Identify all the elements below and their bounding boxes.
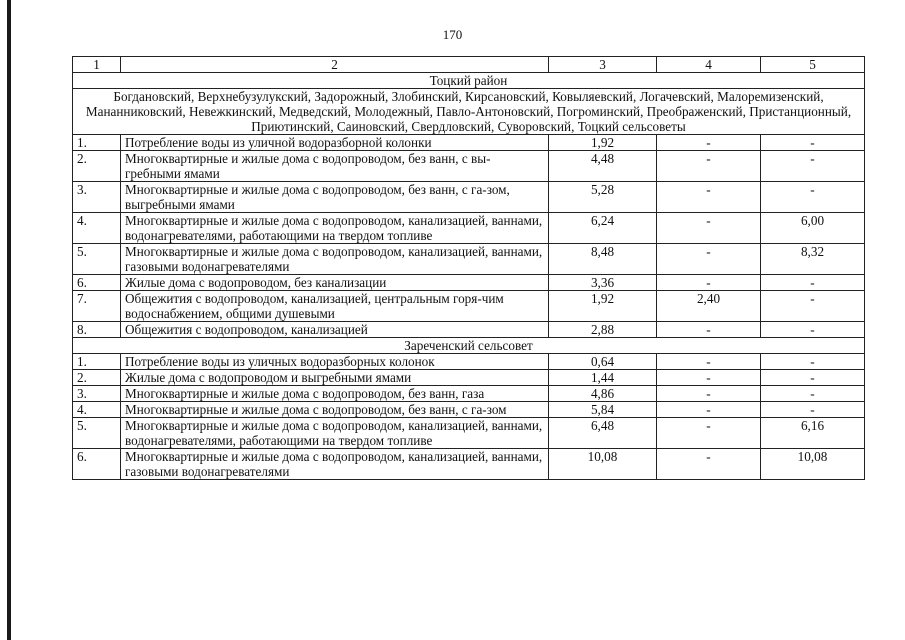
value-col-4: - xyxy=(657,386,761,402)
row-description: Жилые дома с водопроводом и выгребными ямами xyxy=(121,370,549,386)
row-description: Многоквартирные и жилые дома с водопроводом, канализацией, ваннами, газовыми водонагревателями xyxy=(121,244,549,275)
table-row xyxy=(73,354,865,370)
value-col-5: 10,08 xyxy=(761,449,865,480)
value-col-5: - xyxy=(761,291,865,322)
table-row xyxy=(73,370,865,386)
column-header-5: 5 xyxy=(761,57,865,73)
table-row xyxy=(73,135,865,151)
section-subtitle-row xyxy=(73,89,865,135)
row-number: 3. xyxy=(73,182,121,213)
value-col-3: 3,36 xyxy=(549,275,657,291)
row-description: Потребление воды из уличных водоразборных колонок xyxy=(121,354,549,370)
table-row xyxy=(73,418,865,449)
row-description: Многоквартирные и жилые дома с водопроводом, канализацией, ваннами, газовыми водонагревателями xyxy=(121,449,549,480)
table-row xyxy=(73,402,865,418)
value-col-4: - xyxy=(657,354,761,370)
column-header-4: 4 xyxy=(657,57,761,73)
row-number: 1. xyxy=(73,135,121,151)
row-number: 4. xyxy=(73,402,121,418)
row-description: Жилые дома с водопроводом, без канализации xyxy=(121,275,549,291)
value-col-3: 4,86 xyxy=(549,386,657,402)
value-col-5: 6,00 xyxy=(761,213,865,244)
row-number: 6. xyxy=(73,449,121,480)
value-col-5: - xyxy=(761,135,865,151)
value-col-3: 1,92 xyxy=(549,291,657,322)
value-col-4: - xyxy=(657,151,761,182)
table-row xyxy=(73,449,865,480)
value-col-5: - xyxy=(761,402,865,418)
value-col-5: - xyxy=(761,182,865,213)
value-col-5: - xyxy=(761,275,865,291)
row-number: 1. xyxy=(73,354,121,370)
row-number: 4. xyxy=(73,213,121,244)
column-number-row xyxy=(73,57,865,73)
value-col-3: 1,92 xyxy=(549,135,657,151)
value-col-4: - xyxy=(657,244,761,275)
value-col-3: 10,08 xyxy=(549,449,657,480)
row-description: Многоквартирные и жилые дома с водопроводом, без ванн, с га-зом, выгребными ямами xyxy=(121,182,549,213)
value-col-3: 1,44 xyxy=(549,370,657,386)
row-number: 5. xyxy=(73,244,121,275)
row-description: Общежития с водопроводом, канализацией xyxy=(121,322,549,338)
row-number: 6. xyxy=(73,275,121,291)
row-number: 2. xyxy=(73,151,121,182)
value-col-4: - xyxy=(657,182,761,213)
value-col-4: - xyxy=(657,449,761,480)
value-col-3: 5,84 xyxy=(549,402,657,418)
row-number: 3. xyxy=(73,386,121,402)
value-col-5: - xyxy=(761,354,865,370)
table-row xyxy=(73,322,865,338)
value-col-4: - xyxy=(657,322,761,338)
value-col-5: - xyxy=(761,322,865,338)
column-header-2: 2 xyxy=(121,57,549,73)
value-col-4: - xyxy=(657,418,761,449)
value-col-3: 0,64 xyxy=(549,354,657,370)
table-row xyxy=(73,151,865,182)
row-number: 2. xyxy=(73,370,121,386)
value-col-4: - xyxy=(657,135,761,151)
value-col-3: 5,28 xyxy=(549,182,657,213)
row-description: Потребление воды из уличной водоразборной колонки xyxy=(121,135,549,151)
row-description: Многоквартирные и жилые дома с водопроводом, канализацией, ваннами, водонагревателями, работающими на твердом топливе xyxy=(121,418,549,449)
scan-edge-bar xyxy=(7,0,11,640)
column-header-1: 1 xyxy=(73,57,121,73)
value-col-5: 6,16 xyxy=(761,418,865,449)
section-title: Зареченский сельсовет xyxy=(73,338,865,354)
section-title-row xyxy=(73,338,865,354)
row-number: 7. xyxy=(73,291,121,322)
page-number: 170 xyxy=(442,27,463,42)
table-row xyxy=(73,213,865,244)
value-col-5: 8,32 xyxy=(761,244,865,275)
water-consumption-table xyxy=(72,56,865,480)
row-description: Многоквартирные и жилые дома с водопроводом, без ванн, газа xyxy=(121,386,549,402)
row-description: Многоквартирные и жилые дома с водопроводом, без ванн, с вы-гребными ямами xyxy=(121,151,549,182)
section-title: Тоцкий район xyxy=(73,73,865,89)
column-header-3: 3 xyxy=(549,57,657,73)
value-col-3: 6,48 xyxy=(549,418,657,449)
value-col-3: 4,48 xyxy=(549,151,657,182)
value-col-5: - xyxy=(761,151,865,182)
value-col-5: - xyxy=(761,386,865,402)
row-number: 8. xyxy=(73,322,121,338)
value-col-4: 2,40 xyxy=(657,291,761,322)
value-col-4: - xyxy=(657,213,761,244)
value-col-4: - xyxy=(657,370,761,386)
table-row xyxy=(73,182,865,213)
value-col-4: - xyxy=(657,402,761,418)
table-row xyxy=(73,275,865,291)
value-col-4: - xyxy=(657,275,761,291)
table-row xyxy=(73,291,865,322)
value-col-3: 6,24 xyxy=(549,213,657,244)
row-description: Многоквартирные и жилые дома с водопроводом, канализацией, ваннами, водонагревателями, работающими на твердом топливе xyxy=(121,213,549,244)
value-col-3: 8,48 xyxy=(549,244,657,275)
section-villages-list: Богдановский, Верхнебузулукский, Задорожный, Злобинский, Кирсановский, Ковыляевский, Логачевский, Малоремизенский, Мананниковский, Невежкинский, Медведский, Молодежный, Павло-Антоновский, Погроминский, Преображенский, Пристанционный, Приютинский, Саиновский, Свердловский, Суворовский, Тоцкий сельсоветы xyxy=(73,89,865,135)
row-description: Многоквартирные и жилые дома с водопроводом, без ванн, с га-зом xyxy=(121,402,549,418)
value-col-3: 2,88 xyxy=(549,322,657,338)
section-title-row xyxy=(73,73,865,89)
table-row xyxy=(73,244,865,275)
row-description: Общежития с водопроводом, канализацией, центральным горя-чим водоснабжением, общими душевыми xyxy=(121,291,549,322)
row-number: 5. xyxy=(73,418,121,449)
value-col-5: - xyxy=(761,370,865,386)
table-row xyxy=(73,386,865,402)
